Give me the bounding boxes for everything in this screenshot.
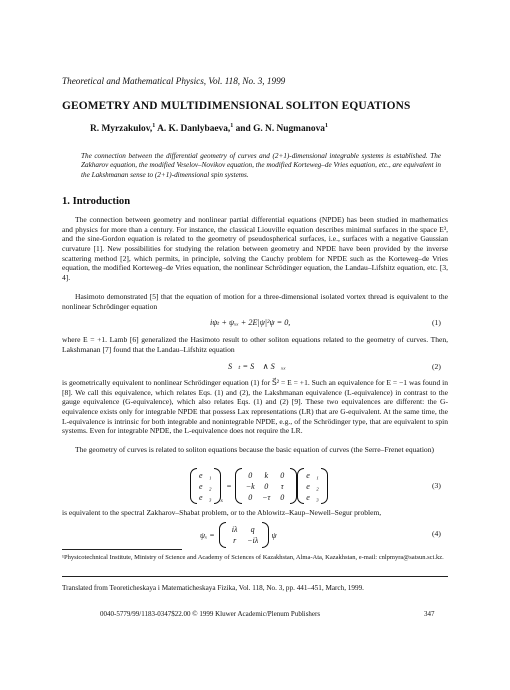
abstract: The connection between the differential geometry of curves and (2+1)-dimensional integrable systems is established. The Zakharov equation, the modified Veselov–Novikov equation, the modified Korteweg–de Vries equation, etc., are equivalent in the Lakshmanan sense to (2+1)-dimensional spin systems. — [81, 152, 441, 179]
footnote: ¹Physicotechnical Institute, Ministry of Science and Academy of Sciences of Kazakhstan, Alma-Ata, Kazakhstan, e-mail: cnlpmyra@satsun.sci.kz. — [62, 554, 444, 561]
paragraph-3 — [62, 335, 448, 354]
copyright-line: 0040-5779/99/1183-0347$22.00 © 1999 Kluwer Academic/Plenum Publishers — [100, 610, 321, 618]
author-1: R. Myrzakulov, — [90, 124, 153, 135]
translation-note: Translated from Teoreticheskaya i Matematicheskaya Fizika, Vol. 118, No. 3, pp. 441–451, March, 1999. — [62, 584, 364, 592]
paragraph-4-text: is geometrically equivalent to nonlinear Schrödinger equation (1) for S⃗² = E = +1. Such an equivalence for E = −1 was found in [8]. We call this equivalence, which relates Eqs. (1) and (2), the Lakshmanan equivalence (L-equivalence) in contrast to the gauge equivalence (G-equivalence), which also relates Eqs. (1) and (2) [9]. These two equivalences are different: the G-equivalence exists only for integrable NPDE that possess Lax representations (LR) that are G-equivalent. At the same time, the L-equivalence is intrinsic for both integrable and nonintegrable NPDE, e.g., of the Schrödinger type, that are equivalent to spin systems. Even for integrable NPDE, the L-equivalence does not require the LR. — [62, 378, 448, 436]
paragraph-6 — [62, 508, 448, 518]
eq3-rhs-vector: e⃗₁ e⃗₂ e⃗₃ — [306, 470, 319, 502]
paragraph-5 — [62, 445, 448, 455]
eq4-matrix: iλ q r −iλ — [231, 525, 259, 545]
author-affil-mark: 1 — [230, 123, 234, 129]
divider-rule — [62, 576, 448, 577]
eq3-subscript: s — [220, 498, 223, 504]
page-number: 347 — [424, 610, 435, 618]
equation-2-number: (2) — [432, 362, 441, 371]
journal-line: Theoretical and Mathematical Physics, Vol. 118, No. 3, 1999 — [62, 76, 286, 86]
equation-1-number: (1) — [432, 318, 441, 327]
equation-4-number: (4) — [432, 529, 441, 538]
paper-title: GEOMETRY AND MULTIDIMENSIONAL SOLITON EQUATIONS — [62, 100, 411, 112]
author-list — [90, 123, 328, 134]
eq4-rhs: ψ — [271, 530, 277, 540]
paragraph-2-text: Hasimoto demonstrated [5] that the equation of motion for a three-dimensional isolated vortex thread is equivalent to the nonlinear Schrödinger equation — [62, 292, 448, 311]
paragraph-6-text: is equivalent to the spectral Zakharov–Shabat problem, or to the Ablowitz–Kaup–Newell–Segur problem, — [62, 508, 382, 517]
equation-2: S⃗ₜ = S⃗ ∧ S⃗ₓₓ — [228, 362, 286, 371]
paragraph-5-text: The geometry of curves is related to soliton equations because the basic equation of curves (the Serre–Frenet equation) — [75, 445, 434, 454]
author-affil-mark: 1 — [324, 123, 328, 129]
equation-3-number: (3) — [432, 481, 441, 490]
paragraph-1 — [62, 215, 448, 283]
author-2: A. K. Danlybaeva, — [155, 124, 231, 135]
paragraph-4 — [62, 378, 448, 436]
eq3-matrix: 0 k 0 −k 0 τ 0 −τ 0 — [245, 470, 285, 502]
equation-1: iψₜ + ψₓₓ + 2E|ψ|²ψ = 0, — [210, 318, 291, 327]
paragraph-2 — [62, 292, 448, 311]
footnote-rule — [62, 549, 182, 550]
paragraph-3-text: where E = +1. Lamb [6] generalized the Hasimoto result to other soliton equations related to the geometry of curves. Then, Lakshmanan [7] found that the Landau–Lifshitz equation — [62, 335, 448, 354]
paragraph-1-text: The connection between geometry and nonlinear partial differential equations (NPDE) has been studied in mathematics and physics for more than a century. For instance, the classical Liouville equation describes minimal surfaces in the space E³, and the sine-Gordon equation is related to the geometry of pseudospherical surfaces, i.e., surfaces with a negative Gaussian curvature [1]. New possibilities for studying the relation between geometry and NPDE have been provided by the inverse scattering method [2], which permits, in principle, solving the Cauchy problem for NPDE such as the Korteweg–de Vries equation, the modified Korteweg–de Vries equation, the nonlinear Schrödinger equation, the Landau–Lifshitz equation, etc. [3, 4]. — [62, 215, 448, 282]
equation-3: e⃗₁ e⃗₂ e⃗₃ s = 0 k 0 −k 0 τ 0 −τ 0 e⃗₁ e⃗₂ e⃗₃ — [190, 468, 328, 504]
eq4-lhs: ψₓ = — [200, 530, 215, 540]
author-3: and G. N. Nugmanova — [233, 124, 325, 135]
equation-4 — [200, 522, 277, 548]
section-heading: 1. Introduction — [62, 196, 131, 207]
eq3-lhs-vector: e⃗₁ e⃗₂ e⃗₃ — [199, 470, 212, 502]
author-affil-mark: 1 — [152, 123, 156, 129]
